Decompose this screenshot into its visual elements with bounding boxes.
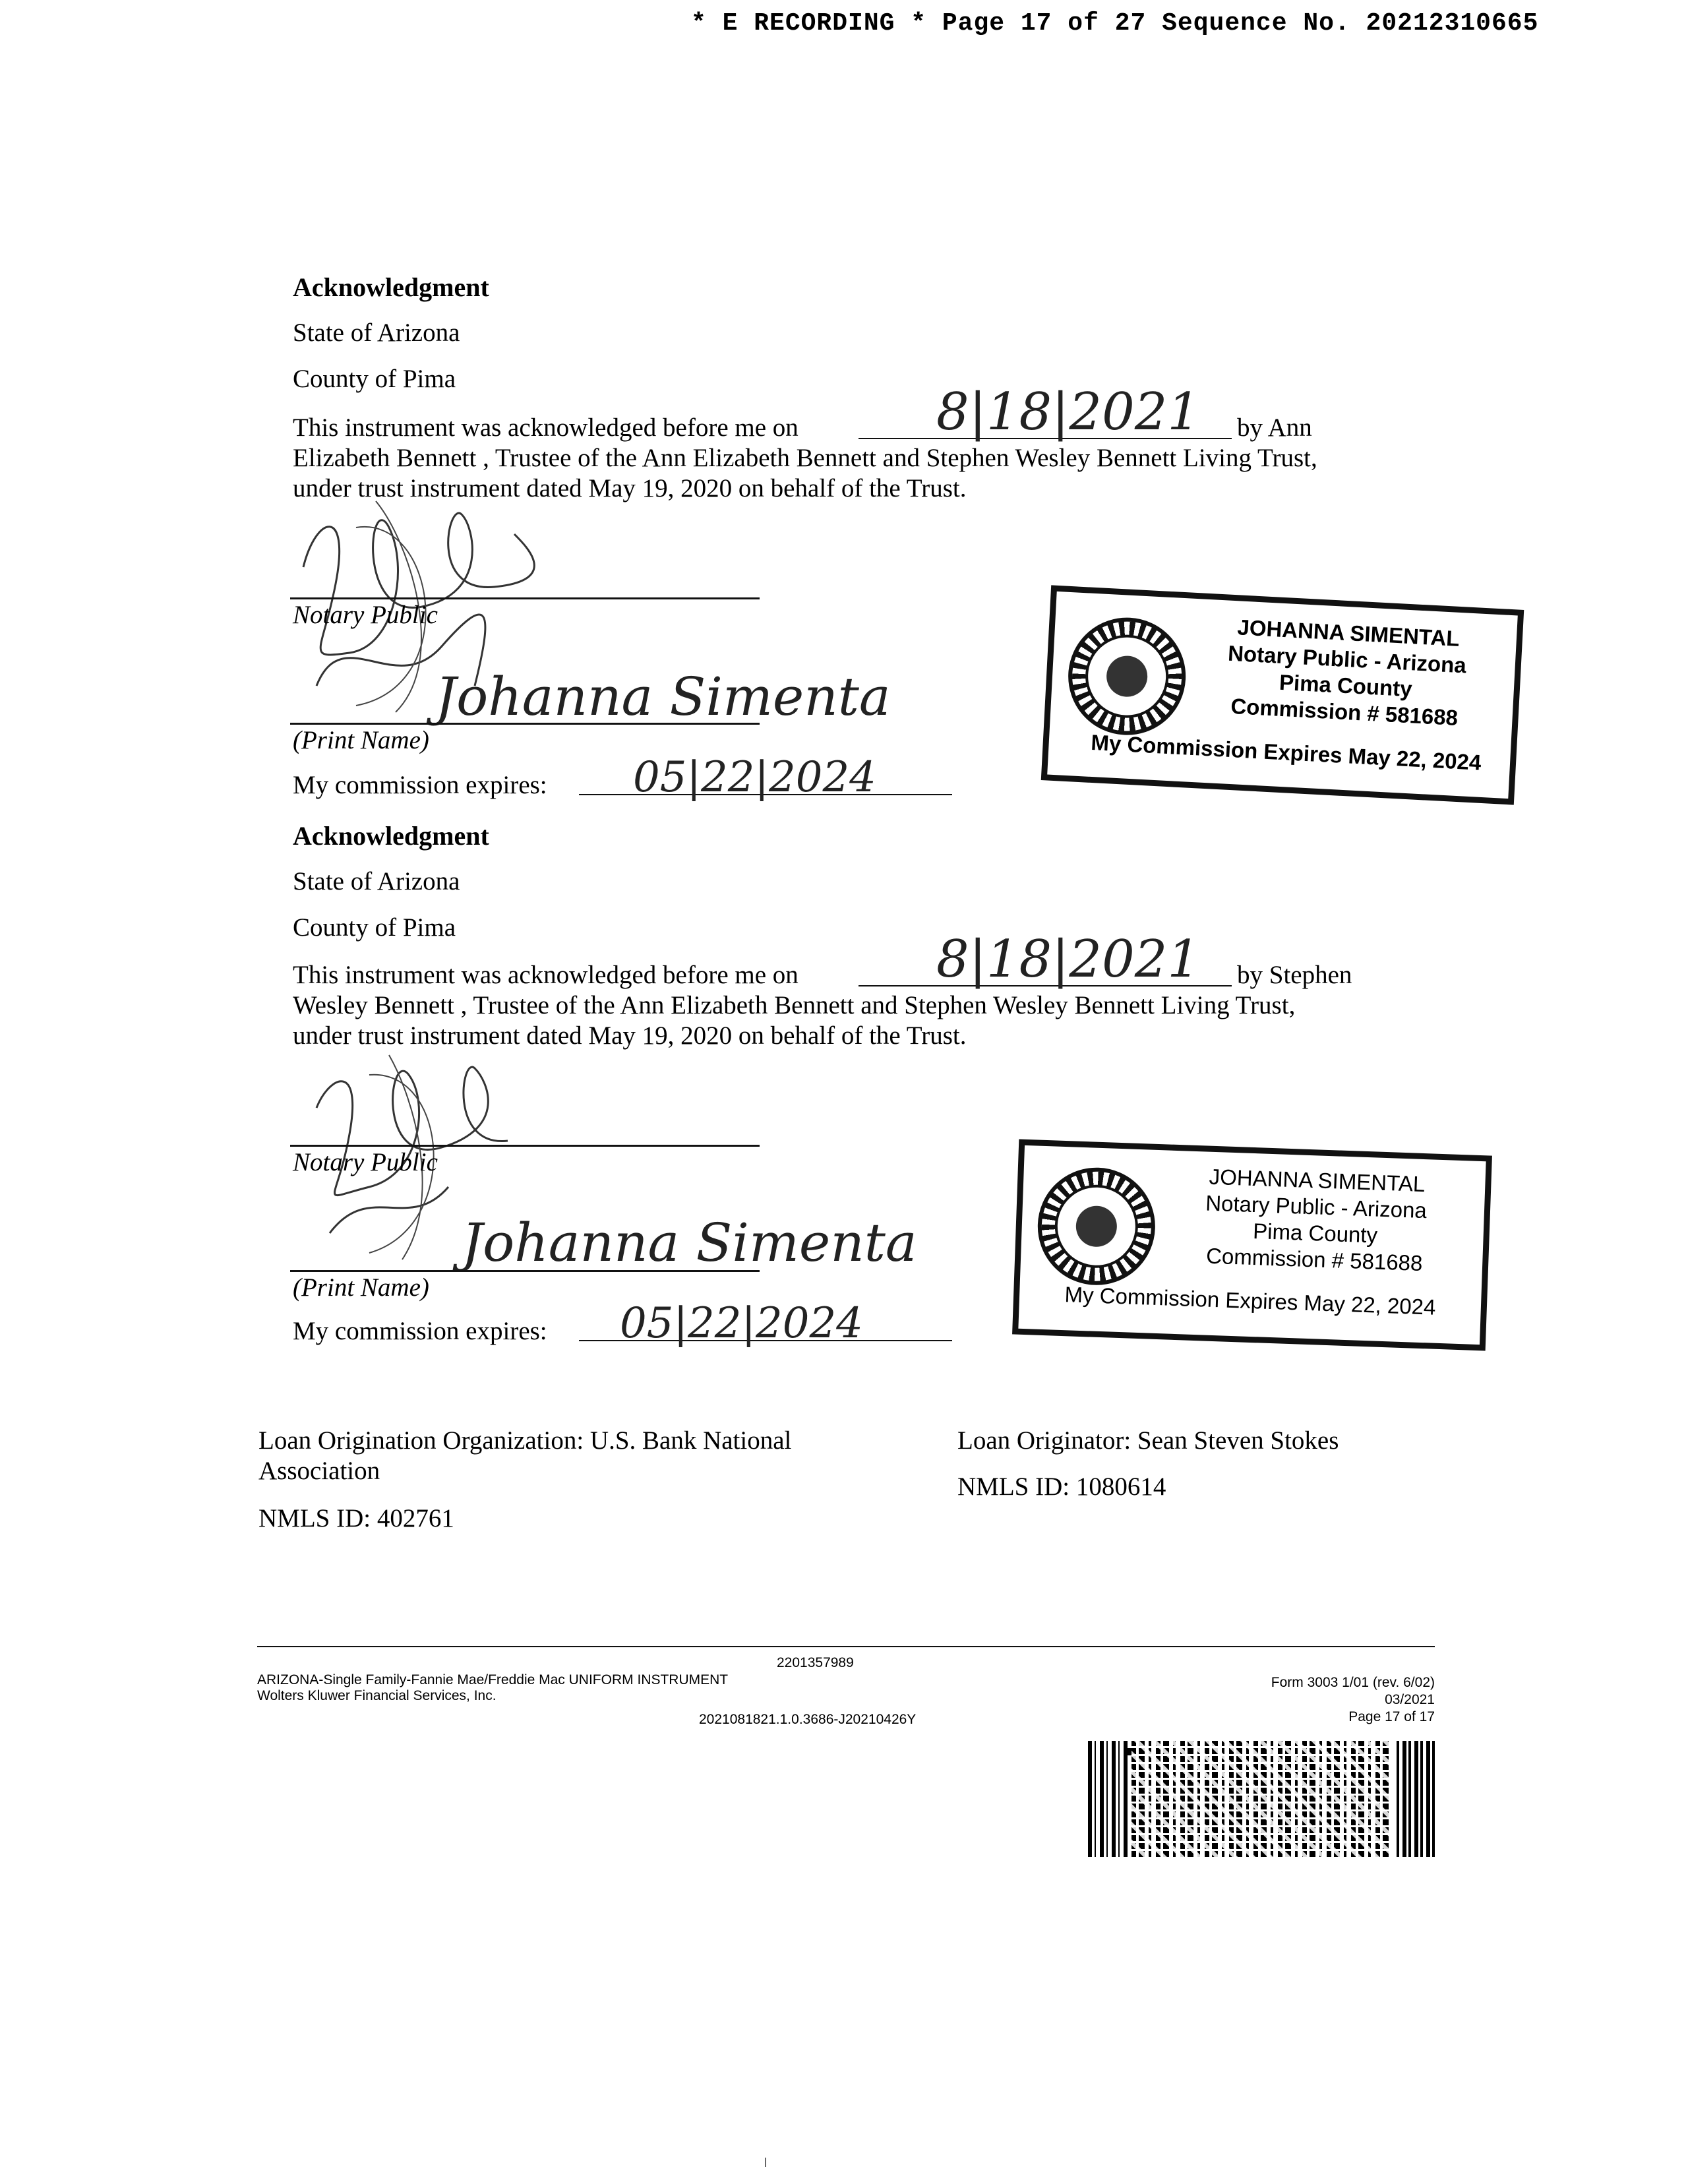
footer-publisher: Wolters Kluwer Financial Services, Inc. <box>257 1688 497 1703</box>
ack1-notary-stamp <box>1041 585 1524 804</box>
ack2-print-name-label: (Print Name) <box>293 1273 429 1302</box>
ack2-print-name-handwritten: Johanna Simenta <box>462 1212 917 1273</box>
loan-org-line1: Loan Origination Organization: U.S. Bank National <box>258 1426 792 1455</box>
ack2-heading: Acknowledgment <box>293 821 489 851</box>
footer-instrument: ARIZONA-Single Family-Fannie Mae/Freddie Mac UNIFORM INSTRUMENT <box>257 1672 729 1687</box>
footer-form-date: 03/2021 <box>1385 1692 1435 1707</box>
ack1-stamp-expires: My Commission Expires May 22, 2024 <box>1090 729 1482 775</box>
loan-org-nmls: NMLS ID: 402761 <box>258 1504 454 1532</box>
ack1-print-name-handwritten: Johanna Simenta <box>435 666 891 727</box>
ack2-commission-label: My commission expires: <box>293 1317 547 1345</box>
ack1-line3: under trust instrument dated May 19, 2020 on behalf of the Trust. <box>293 474 967 502</box>
ack2-stamp-county: Pima County <box>1252 1219 1378 1248</box>
ack1-notary-line <box>290 597 760 599</box>
ack2-date-handwritten: 8|18|2021 <box>936 930 1200 989</box>
ack1-line1-suffix: by Ann <box>1237 413 1312 442</box>
ack2-line2: Wesley Bennett , Trustee of the Ann Elizabeth Bennett and Stephen Wesley Bennett Living Trust, <box>293 991 1296 1019</box>
ack1-print-name-label: (Print Name) <box>293 726 429 754</box>
footer-page: Page 17 of 17 <box>1348 1709 1435 1724</box>
footer-rule <box>257 1646 1435 1647</box>
ack1-county: County of Pima <box>293 365 456 393</box>
notary-seal-icon <box>1066 615 1189 738</box>
loan-org-line2: Association <box>258 1457 380 1485</box>
ack2-line1-prefix: This instrument was acknowledged before me on <box>293 961 799 989</box>
footer-form: Form 3003 1/01 (rev. 6/02) <box>1271 1675 1435 1690</box>
ack1-print-name-line <box>290 723 760 725</box>
ack2-stamp-title: Notary Public - Arizona <box>1205 1190 1428 1223</box>
loan-originator-nmls: NMLS ID: 1080614 <box>957 1472 1166 1501</box>
ack1-line2: Elizabeth Bennett , Trustee of the Ann Elizabeth Bennett and Stephen Wesley Bennett Living Trust, <box>293 444 1317 472</box>
barcode <box>1088 1741 1436 1857</box>
ack1-stamp-name: JOHANNA SIMENTAL <box>1236 615 1461 651</box>
ack2-notary-line <box>290 1145 760 1147</box>
ack2-notary-stamp <box>1012 1139 1492 1351</box>
recording-header: * E RECORDING * Page 17 of 27 Sequence No. 20212310665 <box>691 9 1539 38</box>
ack1-notary-label: Notary Public <box>293 601 438 629</box>
ack2-county: County of Pima <box>293 913 456 942</box>
ack1-line1-prefix: This instrument was acknowledged before me on <box>293 413 799 442</box>
ack1-commission-label: My commission expires: <box>293 771 547 799</box>
ack1-heading: Acknowledgment <box>293 272 489 302</box>
ack1-commission-handwritten: 05|22|2024 <box>633 753 876 802</box>
ack2-stamp-commission: Commission # 581688 <box>1205 1243 1424 1276</box>
loan-originator: Loan Originator: Sean Steven Stokes <box>957 1426 1339 1455</box>
ack1-date-handwritten: 8|18|2021 <box>936 382 1200 442</box>
footer-loan-number: 2201357989 <box>777 1655 854 1670</box>
ack2-notary-label: Notary Public <box>293 1148 438 1176</box>
ack1-stamp-title: Notary Public - Arizona <box>1227 640 1467 678</box>
ack2-state: State of Arizona <box>293 867 460 895</box>
ack2-print-name-line <box>290 1270 760 1272</box>
ack1-state: State of Arizona <box>293 318 460 347</box>
ack2-stamp-expires: My Commission Expires May 22, 2024 <box>1064 1282 1437 1320</box>
bottom-mark <box>765 2158 766 2167</box>
ack2-line3: under trust instrument dated May 19, 2020 on behalf of the Trust. <box>293 1021 967 1050</box>
ack2-stamp-name: JOHANNA SIMENTAL <box>1209 1164 1426 1197</box>
ack2-line1-suffix: by Stephen <box>1237 961 1352 989</box>
notary-seal-icon <box>1036 1166 1157 1287</box>
ack2-commission-handwritten: 05|22|2024 <box>620 1299 863 1348</box>
ack1-stamp-county: Pima County <box>1279 669 1413 702</box>
ack1-stamp-commission: Commission # 581688 <box>1230 693 1459 730</box>
footer-doc-code: 2021081821.1.0.3686-J20210426Y <box>699 1712 917 1727</box>
